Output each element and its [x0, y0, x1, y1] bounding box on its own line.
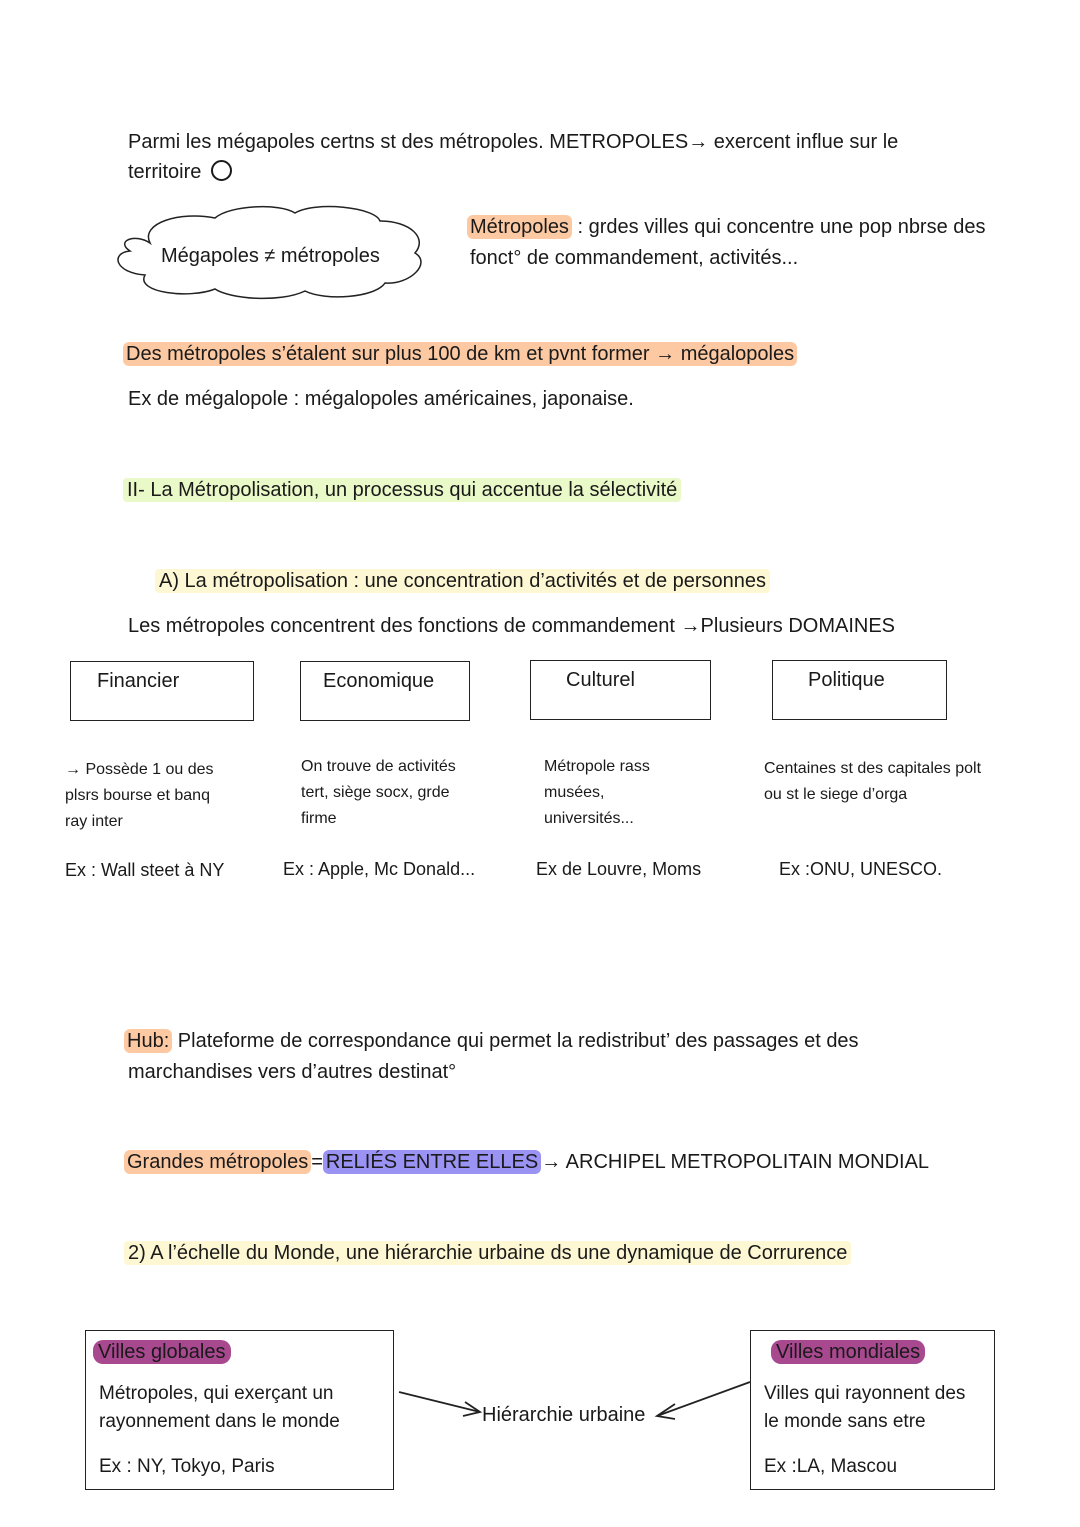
villes-mondiales-example: Ex :LA, Mascou	[764, 1456, 898, 1477]
desc-line: On trouve de activités	[301, 758, 456, 775]
villes-globales-example: Ex : NY, Tokyo, Paris	[99, 1456, 275, 1477]
megalopole-statement	[123, 339, 797, 369]
domain-example-culturel: Ex de Louvre, Moms	[536, 859, 702, 879]
section-title	[123, 475, 681, 505]
domain-example-economique: Ex : Apple, Mc Donald...	[283, 859, 476, 879]
domain-box-politique	[772, 660, 947, 720]
desc-line: plsrs bourse et banq	[65, 787, 210, 804]
desc-line: le monde sans etre	[764, 1411, 926, 1432]
desc-line: musées,	[544, 784, 605, 801]
hub-definition-line-1	[124, 1026, 859, 1056]
relies-entre-elles: RELIÉS ENTRE ELLES	[323, 1150, 541, 1174]
domain-desc-economique	[301, 754, 456, 832]
circle-icon	[211, 160, 232, 181]
domain-label: Financier	[97, 670, 180, 692]
domain-desc-culturel	[544, 754, 650, 832]
domain-desc-politique	[764, 756, 981, 808]
villes-globales-box	[85, 1330, 394, 1490]
desc-line: Métropoles, qui exerçant un	[99, 1383, 334, 1404]
hierarchie-urbaine-label: Hiérarchie urbaine	[482, 1404, 646, 1426]
section-2-title-text: 2) A l’échelle du Monde, une hiérarchie urbaine ds une dynamique de Corrurence	[124, 1241, 851, 1265]
intro-line-2	[128, 157, 232, 187]
domain-label: Culturel	[566, 669, 635, 691]
domain-box-culturel	[530, 660, 711, 720]
domain-desc-financier	[65, 757, 214, 835]
metropoles-term: Métropoles	[467, 215, 572, 239]
intro-line-1: Parmi les mégapoles certns st des métropoles. METROPOLES→ exercent influe sur le	[128, 131, 899, 153]
domain-label: Politique	[808, 669, 885, 691]
desc-line: rayonnement dans le monde	[99, 1411, 340, 1432]
domain-label: Economique	[323, 670, 435, 692]
villes-mondiales-title	[771, 1337, 925, 1367]
desc-line: Villes qui rayonnent des	[764, 1383, 966, 1404]
villes-mondiales-desc	[764, 1380, 965, 1436]
desc-line: → Possède 1 ou des	[65, 761, 214, 778]
section-ii-title: II- La Métropolisation, un processus qui accentue la sélectivité	[123, 478, 681, 502]
metropoles-definition-rest: : grdes villes qui concentre une pop nbrse des	[571, 216, 986, 238]
desc-line: ray inter	[65, 813, 123, 830]
villes-mondiales-box	[750, 1330, 995, 1490]
desc-line: ou st le siege d’orga	[764, 786, 908, 803]
desc-line: firme	[301, 810, 337, 827]
hub-definition-rest: Plateforme de correspondance qui permet la redistribut’ des passages et des	[172, 1030, 859, 1052]
archipel-mondial: → ARCHIPEL METROPOLITAIN MONDIAL	[541, 1151, 930, 1173]
metropoles-definition-line-1	[467, 212, 986, 242]
villes-mondiales-title-text: Villes mondiales	[771, 1340, 925, 1364]
grandes-metropoles: Grandes métropoles	[124, 1150, 311, 1174]
domain-example-financier: Ex : Wall steet à NY	[65, 860, 225, 880]
cloud-shape	[110, 203, 432, 303]
domain-box-financier	[70, 661, 254, 721]
desc-line: Métropole rass	[544, 758, 650, 775]
domain-box-economique	[300, 661, 470, 721]
archipel-statement	[124, 1147, 929, 1177]
hub-definition-line-2: marchandises vers d’autres destinat°	[128, 1061, 457, 1083]
hub-term: Hub:	[124, 1029, 172, 1053]
subsection-a-title	[155, 566, 770, 596]
domain-example-politique: Ex :ONU, UNESCO.	[779, 859, 943, 879]
megalopole-highlight: Des métropoles s’étalent sur plus 100 de km et pvnt former → mégalopoles	[123, 342, 797, 366]
section-2-title	[124, 1238, 851, 1268]
desc-line: universités...	[544, 810, 634, 827]
metropoles-definition-line-2: fonct° de commandement, activités...	[470, 247, 799, 269]
intro-line-2-text: territoire	[128, 161, 202, 183]
cloud-text: Mégapoles ≠ métropoles	[161, 245, 380, 267]
equals-sign: =	[311, 1151, 323, 1173]
villes-globales-title	[93, 1337, 231, 1367]
villes-globales-title-text: Villes globales	[93, 1340, 231, 1364]
desc-line: tert, siège socx, grde	[301, 784, 450, 801]
villes-globales-desc	[99, 1380, 340, 1436]
domains-intro: Les métropoles concentrent des fonctions de commandement →Plusieurs DOMAINES	[128, 615, 896, 637]
subsection-a-title-text: A) La métropolisation : une concentration d’activités et de personnes	[155, 569, 770, 593]
megalopole-example: Ex de mégalopole : mégalopoles américaines, japonaise.	[128, 388, 634, 410]
desc-line: Centaines st des capitales polt	[764, 760, 982, 777]
